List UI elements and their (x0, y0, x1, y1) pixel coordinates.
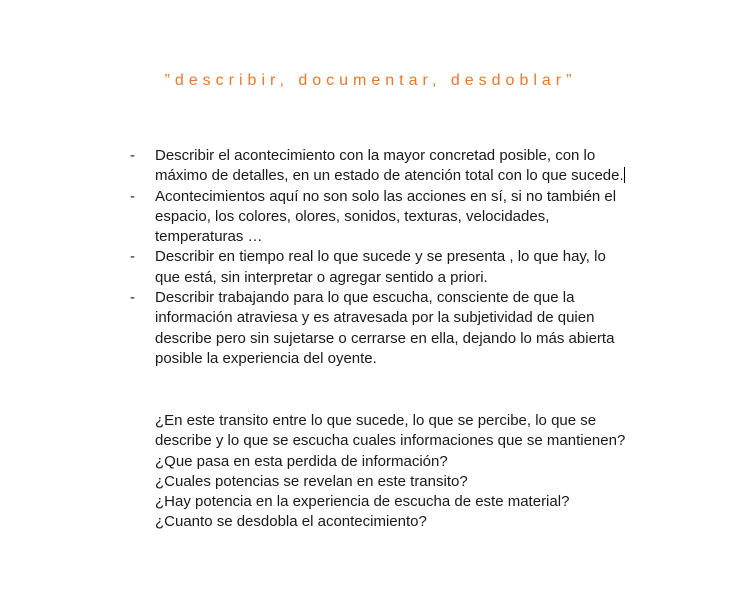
question-item: ¿En este transito entre lo que sucede, lo que se percibe, lo que se describe y lo que se escucha cuales informaciones que se mantienen? (155, 412, 626, 450)
document-title: ”describir, documentar, desdoblar” (164, 72, 577, 89)
bullet-text: Describir en tiempo real lo que sucede y se presenta , lo que hay, lo que está, sin interpretar o agregar sentido a priori. (155, 248, 606, 286)
bullet-marker: - (130, 248, 135, 266)
bullet-item-events (130, 187, 630, 248)
bullet-marker: - (130, 147, 135, 164)
bullet-text: Describir el acontecimiento con la mayor concretad posible, con lo máximo de detalles, en un estado de atención total con lo que sucede. (155, 147, 624, 185)
bullet-item-describe (130, 146, 630, 187)
question-item: ¿Cuanto se desdobla el acontecimiento? (155, 513, 427, 531)
question-item: ¿Cuales potencias se revelan en este transito? (155, 472, 468, 490)
bullet-marker: - (130, 187, 135, 205)
question-item: ¿Que pasa en esta perdida de información? (155, 452, 448, 470)
bullet-text: Acontecimientos aquí no son solo las acciones en sí, si no también el espacio, los colores, olores, sonidos, texturas, velocidades, temperaturas … (155, 187, 617, 246)
bullet-item-listener (130, 288, 630, 369)
bullet-list (130, 146, 630, 369)
text-cursor (624, 167, 625, 183)
question-list (155, 411, 655, 533)
bullet-marker: - (130, 289, 135, 307)
question-item: ¿Hay potencia en la experiencia de escucha de este material? (155, 493, 570, 511)
bullet-text: Describir trabajando para lo que escucha, consciente de que la información atraviesa y es atravesada por la subjetividad de quien describe pero sin sujetarse o cerrarse en ella, dejando lo más abierta posible la experiencia del oyente. (155, 289, 615, 367)
bullet-item-real-time (130, 247, 630, 288)
